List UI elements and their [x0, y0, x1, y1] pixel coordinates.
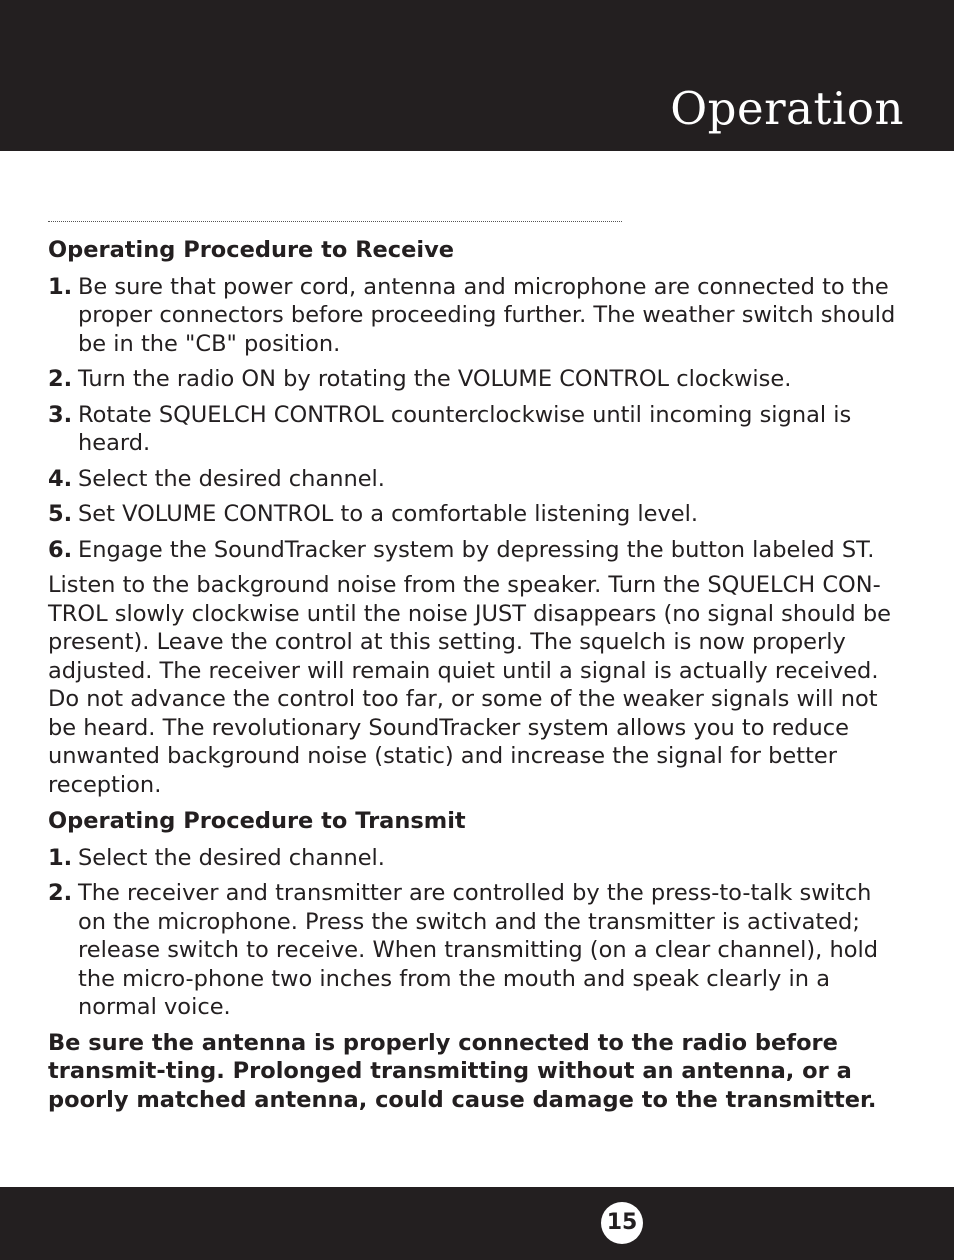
step-text: Select the desired channel. — [78, 465, 385, 492]
footer-band — [0, 1187, 954, 1260]
step-number: 1. — [48, 844, 73, 871]
step-text: Set VOLUME CONTROL to a comfortable listening level. — [78, 501, 699, 527]
transmit-heading: Operating Procedure to Transmit — [48, 808, 466, 834]
antenna-warning: Be sure the antenna is properly connected to the radio before transmit-ting. Prolonged transmitting without an antenna, or a poorly matched antenna, could cause damage to the transmitter. — [48, 1029, 877, 1113]
list-item — [48, 273, 904, 359]
list-item — [48, 844, 904, 873]
step-number: 2. — [48, 880, 73, 906]
squelch-paragraph: Listen to the background noise from the speaker. Turn the SQUELCH CON-TROL slowly clockwise until the noise JUST disappears (no signal should be present). Leave the control at this setting. The squelch is now properly adjusted. The receiver will remain quiet until a signal is actually received. Do not advance the control too far, or some of the weaker signals will not be heard. The revolutionary SoundTracker system allows you to reduce unwanted background noise (static) and increase the signal for better reception. — [48, 572, 891, 798]
step-number: 6. — [48, 536, 73, 563]
list-item — [48, 401, 904, 458]
receive-heading: Operating Procedure to Receive — [48, 237, 455, 263]
step-text: The receiver and transmitter are controlled by the press-to-talk switch on the microphone. Press the switch and the transmitter is activated; release switch to receive. When transmitting (on a clear channel), hold the micro-phone two inches from the mouth and speak clearly in a normal voice. — [78, 880, 879, 1020]
page-title: Operation — [670, 82, 904, 135]
step-text: Select the desired channel. — [78, 844, 385, 871]
step-text: Rotate SQUELCH CONTROL counterclockwise until incoming signal is heard. — [78, 401, 852, 456]
step-number: 1. — [48, 273, 73, 300]
list-item — [48, 465, 904, 494]
dotted-divider — [48, 221, 622, 222]
step-text: Engage the SoundTracker system by depressing the button labeled ST. — [78, 536, 875, 563]
step-number: 4. — [48, 465, 73, 492]
step-text: Be sure that power cord, antenna and microphone are connected to the proper connectors before proceeding further. The weather switch should be in the "CB" position. — [78, 273, 896, 357]
step-number: 3. — [48, 401, 73, 428]
list-item — [48, 500, 904, 529]
page-number-badge: 15 — [601, 1202, 643, 1244]
header-band — [0, 0, 954, 151]
receive-steps — [48, 273, 904, 565]
list-item — [48, 536, 904, 565]
list-item — [48, 879, 904, 1022]
step-number: 2. — [48, 366, 73, 392]
transmit-steps — [48, 844, 904, 1022]
step-number: 5. — [48, 501, 73, 527]
step-text: Turn the radio ON by rotating the VOLUME CONTROL clockwise. — [78, 366, 792, 392]
list-item — [48, 365, 904, 394]
main-content — [48, 236, 904, 1114]
